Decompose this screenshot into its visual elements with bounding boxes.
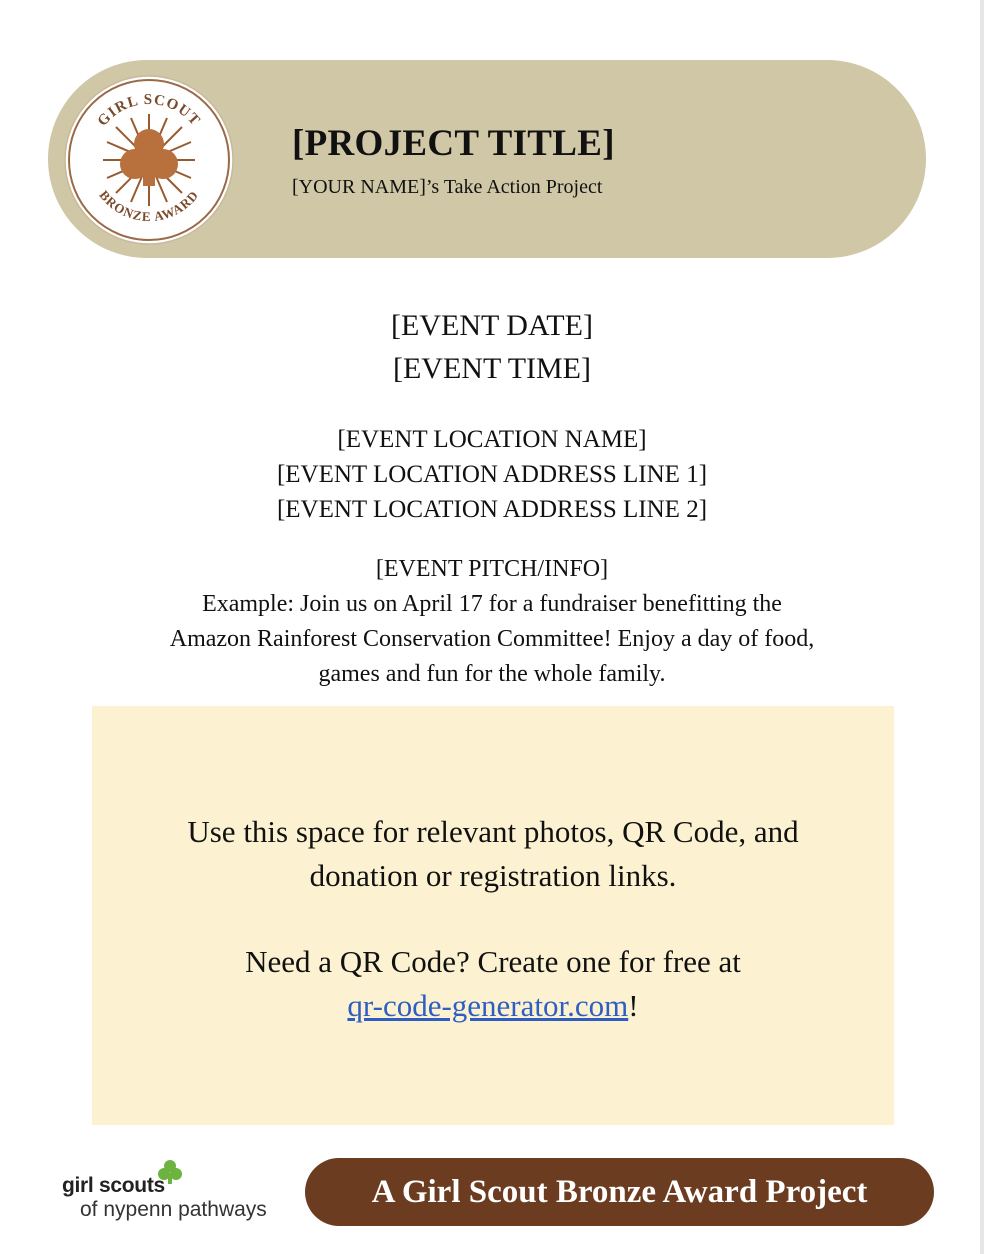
badge-top-text: GIRL SCOUT — [94, 91, 204, 130]
event-date: [EVENT DATE] — [391, 309, 593, 342]
qr-instructions — [92, 940, 894, 1028]
badge-bottom-text: BRONZE AWARD — [96, 187, 202, 225]
pitch-line: games and fun for the whole family. — [318, 661, 666, 687]
event-pitch — [0, 552, 984, 692]
pitch-heading: [EVENT PITCH/INFO] — [375, 556, 609, 582]
address-line-1: [EVENT LOCATION ADDRESS LINE 1] — [276, 461, 708, 488]
photo-placeholder-box — [92, 706, 894, 1125]
event-time: [EVENT TIME] — [392, 352, 592, 385]
logo-line-2: of nypenn pathways — [80, 1198, 267, 1221]
project-subtitle: [YOUR NAME]’s Take Action Project — [292, 176, 603, 198]
link-suffix: ! — [628, 988, 639, 1023]
box-line: Use this space for relevant photos, QR Code, and — [187, 814, 799, 849]
qr-link-line — [92, 984, 894, 1028]
location-name: [EVENT LOCATION NAME] — [337, 426, 647, 453]
pitch-line: Amazon Rainforest Conservation Committee! Enjoy a day of food, — [169, 626, 815, 652]
event-date-time — [0, 304, 984, 390]
qr-generator-link[interactable]: qr-code-generator.com — [347, 988, 629, 1023]
box-line: Need a QR Code? Create one for free at — [245, 944, 741, 979]
logo-line-1: girl scouts — [62, 1174, 165, 1197]
bronze-award-banner: A Girl Scout Bronze Award Project — [305, 1158, 934, 1226]
box-instructions — [92, 810, 894, 898]
event-location — [0, 422, 984, 527]
project-title: [PROJECT TITLE] — [292, 123, 615, 164]
bronze-award-badge — [63, 74, 235, 246]
girl-scouts-logo — [60, 1158, 290, 1228]
address-line-2: [EVENT LOCATION ADDRESS LINE 2] — [276, 496, 708, 523]
pitch-line: Example: Join us on April 17 for a fundraiser benefitting the — [202, 591, 782, 617]
box-line: donation or registration links. — [309, 858, 677, 893]
